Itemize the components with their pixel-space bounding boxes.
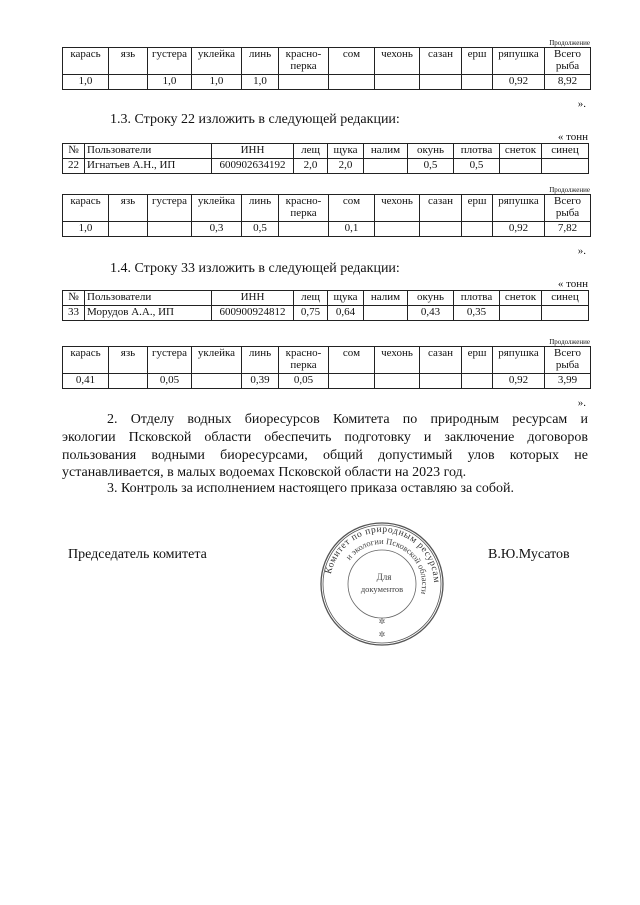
header-cell [545,347,591,374]
header-cell [545,48,591,75]
header-cell: сом [329,347,375,374]
header-cell: линь [242,48,279,75]
header-cell: густера [148,195,192,222]
header-cell: окунь [408,291,454,306]
users-table-22 [62,143,589,174]
header-line: перка [290,60,317,72]
paragraph-2-line-4: устанавливается, в малых водоемах Псковской области на 2023 год. [62,465,467,480]
table-cell: 0,3 [192,222,242,237]
table-cell: 22 [63,159,85,174]
table-row [63,75,591,90]
header-cell: ерш [462,48,493,75]
section-heading-1-3: 1.3. Строку 22 изложить в следующей редакции: [110,112,400,127]
header-cell: уклейка [192,48,242,75]
header-line: Всего [554,195,581,207]
table-cell: 0,05 [148,374,192,389]
closing-quote: ». [577,397,586,409]
header-line: рыба [555,207,580,219]
table-cell: 1,0 [192,75,242,90]
table-cell: 2,0 [294,159,328,174]
paragraph-2-line-2: экологии Псковской области обеспечить подготовку и заключение договоров [62,430,588,445]
seal-star-icon: ✲ [378,617,386,626]
table-cell [375,374,420,389]
header-cell: ИНН [212,291,294,306]
header-cell [279,48,329,75]
unit-open-quote: « тонн [557,278,588,290]
header-cell: сазан [420,48,462,75]
header-cell: язь [109,195,148,222]
signature-name: В.Ю.Мусатов [488,547,570,562]
table-cell [542,306,589,321]
header-cell: чехонь [375,48,420,75]
table-cell: 0,41 [63,374,109,389]
header-cell [545,195,591,222]
header-cell: налим [364,291,408,306]
table-cell [462,374,493,389]
header-cell: № [63,144,85,159]
table-cell [192,374,242,389]
official-seal [318,520,446,648]
header-cell: Пользователи [85,144,212,159]
table-header-row [63,144,589,159]
header-cell: чехонь [375,347,420,374]
header-cell: ерш [462,195,493,222]
seal-star-icon: ✲ [378,630,386,639]
table-cell: Игнатьев А.Н., ИП [85,159,212,174]
continuation-label: Продолжение [549,39,590,47]
header-line: Всего [554,48,581,60]
table-cell: 600900924812 [212,306,294,321]
table-cell: 0,5 [408,159,454,174]
table-cell: 0,5 [454,159,500,174]
header-line: красно- [285,347,322,359]
seal-center-line-2: документов [360,584,404,594]
table-row [63,306,589,321]
header-cell: плотва [454,144,500,159]
header-cell: сазан [420,195,462,222]
header-cell: карась [63,48,109,75]
table-cell: 0,92 [493,75,545,90]
table-cell [329,374,375,389]
fish-table-22 [62,194,591,237]
table-cell: 7,82 [545,222,591,237]
table-cell [500,159,542,174]
table-cell: 3,99 [545,374,591,389]
header-cell: густера [148,48,192,75]
table-cell [109,374,148,389]
table-cell [500,306,542,321]
closing-quote: ». [577,98,586,110]
header-cell: ряпушка [493,347,545,374]
table-cell [109,222,148,237]
header-cell: снеток [500,144,542,159]
table-cell: 0,35 [454,306,500,321]
table-cell [462,222,493,237]
table-cell: Морудов А.А., ИП [85,306,212,321]
header-cell: уклейка [192,195,242,222]
table-cell [375,75,420,90]
header-cell: ИНН [212,144,294,159]
header-line: красно- [285,195,322,207]
header-cell: лещ [294,291,328,306]
table-cell: 0,05 [279,374,329,389]
header-cell: щука [328,291,364,306]
table-cell: 0,43 [408,306,454,321]
header-cell: язь [109,347,148,374]
table-cell: 1,0 [63,75,109,90]
header-cell: налим [364,144,408,159]
header-cell: ерш [462,347,493,374]
paragraph-2-line-1: 2. Отделу водных биоресурсов Комитета по природным ресурсам и [107,412,588,427]
table-cell: 0,92 [493,222,545,237]
header-cell: линь [242,195,279,222]
header-cell: лещ [294,144,328,159]
header-cell: плотва [454,291,500,306]
header-line: рыба [555,359,580,371]
table-cell: 0,39 [242,374,279,389]
continuation-label: Продолжение [549,338,590,346]
header-line: рыба [555,60,580,72]
header-cell: синец [542,291,589,306]
header-cell: карась [63,347,109,374]
table-cell [375,222,420,237]
table-row [63,159,589,174]
table-cell: 1,0 [242,75,279,90]
table-cell [462,75,493,90]
table-cell: 33 [63,306,85,321]
table-cell: 2,0 [328,159,364,174]
table-cell: 1,0 [63,222,109,237]
table-cell: 0,5 [242,222,279,237]
seal-outer-text: Комитет по природным ресурсам [324,524,442,584]
table-header-row [63,347,591,374]
users-table-33 [62,290,589,321]
table-cell [329,75,375,90]
header-cell: щука [328,144,364,159]
header-cell: карась [63,195,109,222]
header-line: перка [290,207,317,219]
seal-inner-text: и экологии Псковской области [343,535,431,596]
header-line: красно- [285,48,322,60]
fish-table-1 [62,47,591,90]
paragraph-3: 3. Контроль за исполнением настоящего приказа оставляю за собой. [107,481,515,496]
table-cell: 8,92 [545,75,591,90]
table-cell [420,75,462,90]
table-cell [420,222,462,237]
header-cell: линь [242,347,279,374]
table-cell: 0,92 [493,374,545,389]
table-cell: 1,0 [148,75,192,90]
header-cell: сом [329,48,375,75]
table-cell [109,75,148,90]
header-cell: чехонь [375,195,420,222]
header-cell: сом [329,195,375,222]
closing-quote: ». [577,245,586,257]
table-cell: 0,64 [328,306,364,321]
header-cell: синец [542,144,589,159]
table-cell [364,306,408,321]
table-cell [279,75,329,90]
table-cell: 600902634192 [212,159,294,174]
header-cell: окунь [408,144,454,159]
fish-table-33 [62,346,591,389]
table-header-row [63,48,591,75]
header-cell: густера [148,347,192,374]
header-cell: язь [109,48,148,75]
section-heading-1-4: 1.4. Строку 33 изложить в следующей редакции: [110,261,400,276]
header-cell: № [63,291,85,306]
paragraph-2-line-3: пользования водными биоресурсами, общий допустимый улов которых не [62,448,588,463]
header-cell: Пользователи [85,291,212,306]
table-cell [420,374,462,389]
header-cell: ряпушка [493,195,545,222]
continuation-label: Продолжение [549,186,590,194]
table-cell [542,159,589,174]
header-cell [279,347,329,374]
table-header-row [63,195,591,222]
header-cell: уклейка [192,347,242,374]
table-row [63,374,591,389]
table-cell: 0,1 [329,222,375,237]
header-cell: ряпушка [493,48,545,75]
table-cell: 0,75 [294,306,328,321]
header-cell: сазан [420,347,462,374]
table-header-row [63,291,589,306]
header-cell [279,195,329,222]
signature-position: Председатель комитета [68,547,207,562]
table-cell [148,222,192,237]
table-row [63,222,591,237]
seal-center-line-1: Для [376,572,392,582]
header-cell: снеток [500,291,542,306]
header-line: Всего [554,347,581,359]
table-cell [279,222,329,237]
table-cell [364,159,408,174]
unit-open-quote: « тонн [557,131,588,143]
header-line: перка [290,359,317,371]
